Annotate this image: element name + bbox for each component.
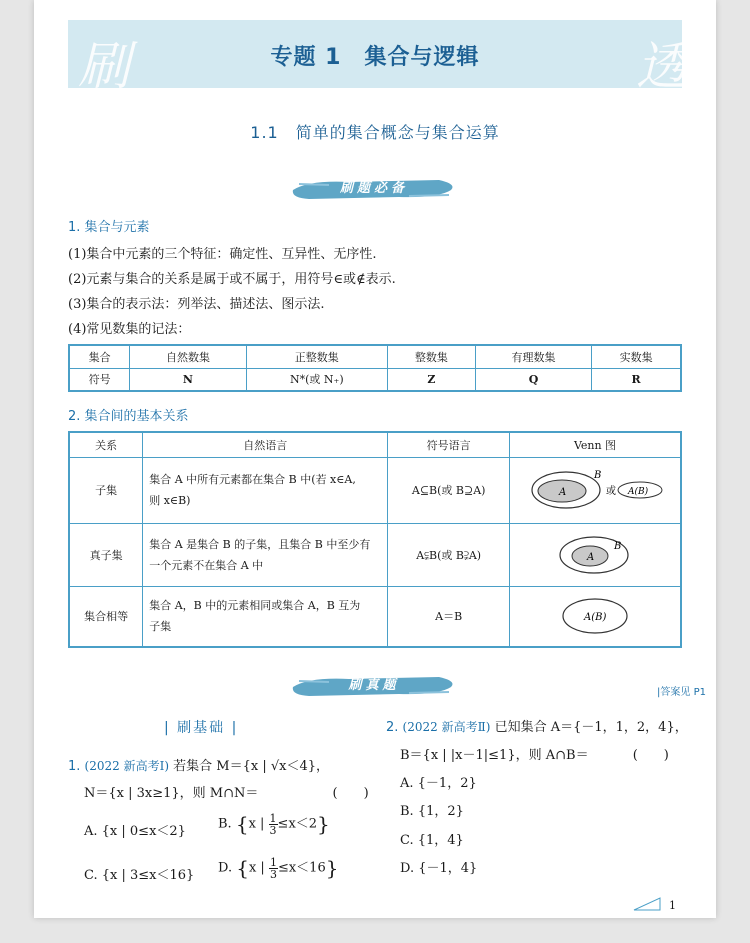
brace-left-icon: { <box>236 856 249 880</box>
banner-deco-right: 透 <box>635 37 688 97</box>
brace-right-icon: } <box>325 856 339 880</box>
table-cell: N <box>130 368 246 391</box>
venn-label-a: A <box>559 487 567 498</box>
nl-line: 集合 A 中所有元素都在集合 B 中(若 x∈A, <box>149 473 356 486</box>
venn-label-a: A <box>587 551 595 563</box>
text-line-2: (2)元素与集合的关系是属于或不属于，用符号∈或∉表示. <box>68 272 396 287</box>
venn-label-ab: A(B) <box>584 612 607 624</box>
q2-option-d[interactable]: D. {－1，4} <box>400 861 478 876</box>
chapter-banner <box>68 20 688 97</box>
table-header: 关系 <box>69 432 143 457</box>
brush-heading-real-exams <box>289 673 459 699</box>
table-cell: 集合 <box>69 345 130 368</box>
relation-name: 真子集 <box>69 523 143 586</box>
banner-deco-left: 刷 <box>78 37 131 97</box>
venn-cell <box>510 586 682 647</box>
venn-label-b: B <box>614 540 622 552</box>
text-line-1: (1)集合中元素的三个特征：确定性、互异性、无序性. <box>68 247 377 262</box>
nl-line: 子集 <box>149 620 172 634</box>
fraction <box>269 857 278 880</box>
brush-heading-essentials <box>289 176 459 202</box>
table-header: 符号语言 <box>388 432 510 457</box>
page-number: 1 <box>669 899 676 912</box>
relation-name: 子集 <box>69 457 143 523</box>
q2-option-c[interactable]: C. {1，4} <box>400 833 464 848</box>
option-letter: B. <box>218 816 236 832</box>
q2-number: 2. <box>386 720 399 735</box>
q2-source: (2022 新高考Ⅱ) <box>402 720 491 734</box>
brush-label: 刷真题 <box>348 678 400 693</box>
q1-stem-line1 <box>68 755 329 774</box>
symbol-language: A＝B <box>388 586 510 647</box>
venn-subset-diagram <box>510 465 680 515</box>
table-cell: 正整数集 <box>246 345 387 368</box>
table-cell: 实数集 <box>592 345 681 368</box>
table-cell: Q <box>475 368 591 391</box>
q2-stem-2: B＝{x | |x－1|≤1}，则 A∩B＝ <box>400 748 589 763</box>
venn-label-b: B <box>594 470 602 481</box>
nl-line: 集合 A 是集合 B 的子集，且集合 B 中至少有 <box>149 537 371 551</box>
heading-set-relations: 2. 集合间的基本关系 <box>68 409 189 424</box>
relation-name: 集合相等 <box>69 586 143 647</box>
table-header: 自然语言 <box>143 432 388 457</box>
q1-option-a[interactable]: A. {x | 0≤x＜2} <box>84 824 186 839</box>
table-header: Venn 图 <box>510 432 682 457</box>
table-row <box>69 345 681 368</box>
table-cell: 自然数集 <box>130 345 246 368</box>
table-row <box>69 457 681 523</box>
q2-answer-paren: ( ) <box>632 748 669 763</box>
natural-language <box>143 523 388 586</box>
table-row <box>69 368 681 391</box>
q1-stem: 若集合 M＝{x | √x＜4}， <box>173 759 330 774</box>
q1-number: 1. <box>68 759 81 774</box>
basic-heading: | 刷基础 | <box>164 720 239 736</box>
option-text: x | <box>248 816 269 832</box>
venn-equal-diagram <box>555 595 635 637</box>
nl-line: 集合 A，B 中的元素相同或集合 A，B 互为 <box>149 599 361 613</box>
table-cell: 整数集 <box>387 345 475 368</box>
option-text: x | <box>248 860 269 876</box>
number-sets-table <box>68 344 682 392</box>
venn-or: 或 <box>606 486 616 497</box>
natural-language <box>143 586 388 647</box>
q1-stem-2: N＝{x | 3x≥1}，则 M∩N＝ <box>84 786 259 801</box>
q1-stem-line2 <box>84 782 369 801</box>
page-corner-icon <box>632 896 662 912</box>
table-row <box>69 523 681 586</box>
table-row <box>69 586 681 647</box>
venn-proper-subset-diagram <box>550 532 640 578</box>
fraction-numerator: 1 <box>269 811 277 825</box>
q1-option-c[interactable]: C. {x | 3≤x＜16} <box>84 868 195 883</box>
fraction <box>269 813 278 836</box>
text-line-3: (3)集合的表示法：列举法、描述法、图示法. <box>68 297 325 312</box>
symbol-language: A⫋B(或 B⫌A) <box>388 523 510 586</box>
nl-line: 则 x∈B) <box>149 494 191 507</box>
q1-source: (2022 新高考Ⅰ) <box>84 759 170 773</box>
fraction-denominator: 3 <box>269 823 277 837</box>
chapter-title: 专题 1 集合与逻辑 <box>270 45 480 70</box>
q2-stem: 已知集合 A＝{－1，1，2，4}， <box>494 720 688 735</box>
heading-sets-elements: 1. 集合与元素 <box>68 220 150 235</box>
natural-language <box>143 457 388 523</box>
text-line-4: (4)常见数集的记法： <box>68 322 191 337</box>
table-row <box>69 432 681 457</box>
q2-stem-line1 <box>386 716 688 735</box>
fraction-denominator: 3 <box>269 867 277 881</box>
option-text: ≤x＜2 <box>277 816 318 832</box>
symbol-language: A⊆B(或 B⊇A) <box>388 457 510 523</box>
page <box>34 0 716 918</box>
q2-option-b[interactable]: B. {1，2} <box>400 804 464 819</box>
nl-line: 一个元素不在集合 A 中 <box>149 558 264 572</box>
q2-stem-line2 <box>400 744 669 763</box>
table-cell: N*(或 N₊) <box>246 368 387 391</box>
brace-right-icon: } <box>317 812 330 836</box>
q1-option-d[interactable] <box>218 856 338 880</box>
answer-reference: |答案见 P1 <box>657 687 706 698</box>
table-cell: 符号 <box>69 368 130 391</box>
table-cell: 有理数集 <box>475 345 591 368</box>
fraction-numerator: 1 <box>269 855 277 869</box>
brace-left-icon: { <box>235 812 249 836</box>
section-title: 1.1 简单的集合概念与集合运算 <box>250 123 500 142</box>
venn-cell <box>510 523 682 586</box>
venn-cell <box>510 457 682 523</box>
table-cell: R <box>592 368 681 391</box>
q1-answer-paren: ( ) <box>332 786 369 801</box>
table-cell: Z <box>387 368 475 391</box>
venn-label-ab: A(B) <box>628 487 649 497</box>
q2-option-a[interactable]: A. {－1，2} <box>400 776 477 791</box>
option-text: ≤x＜16 <box>277 860 326 876</box>
option-letter: D. <box>218 860 237 876</box>
set-relations-table <box>68 431 682 648</box>
brush-label: 刷题必备 <box>339 181 408 196</box>
q1-option-b[interactable] <box>218 812 330 836</box>
